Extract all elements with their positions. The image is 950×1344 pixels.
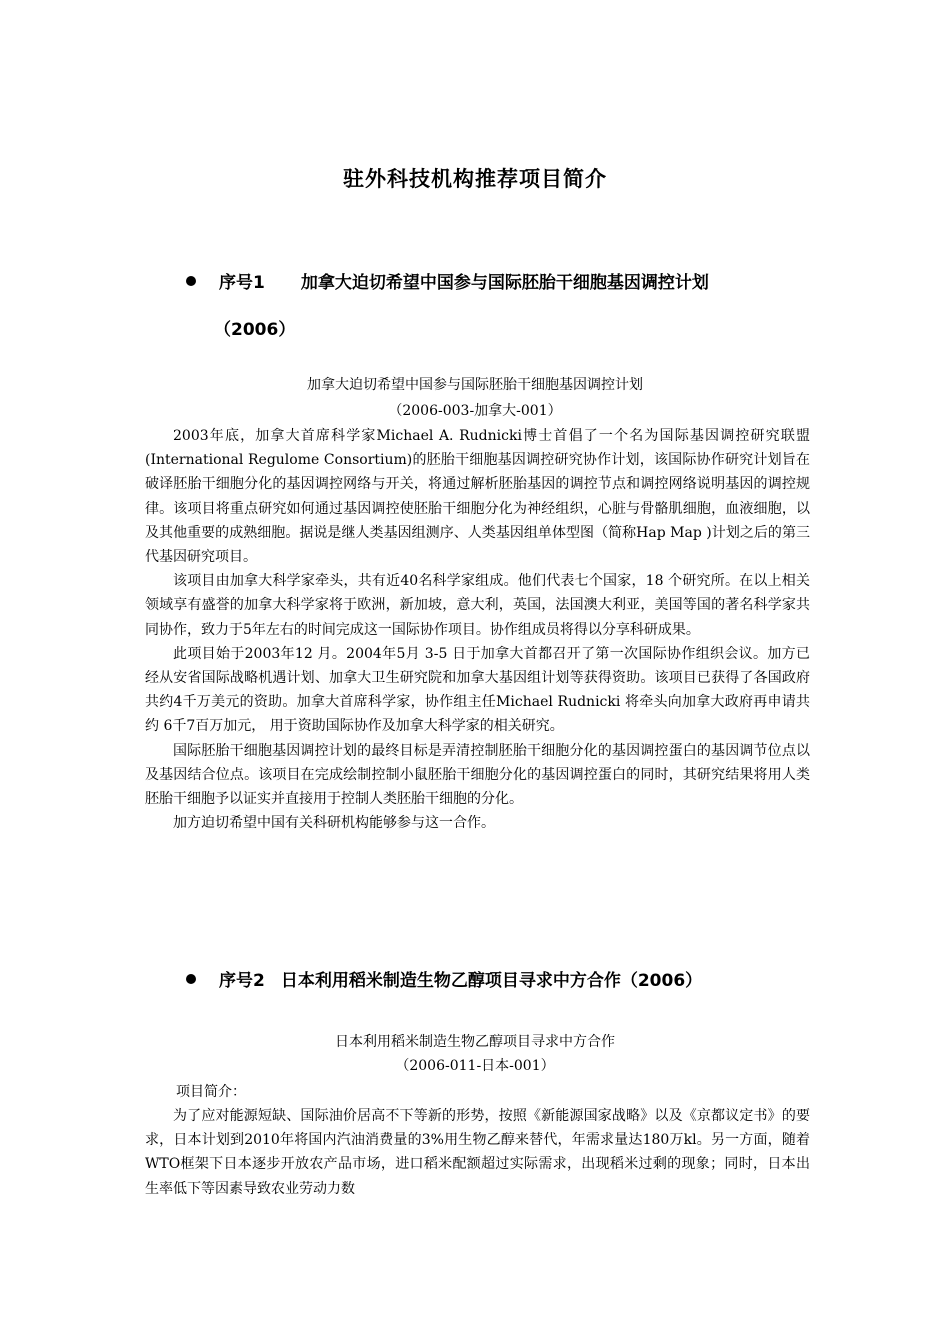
section-1-paragraph: 此项目始于2003年12 月。2004年5月 3-5 日于加拿大首都召开了第一次国际协作组织会议。加方已经从安省国际战略机遇计划、加拿大卫生研究院和加拿大基因组计划等获得资助。该项目已获得了各国政府共约4千万美元的资助。加拿大首席科学家，协作组主任Michael Rudnicki 将牵头向加拿大政府再申请共约 6千7百万加元， 用于资助国际协作及加拿大科学家的相关研究。 <box>145 645 810 735</box>
section-2-code: （2006-011-日本-001） <box>395 1058 555 1074</box>
section-1-paragraph: 加方迫切希望中国有关科研机构能够参与这一合作。 <box>173 815 495 832</box>
section-2-paragraph: 为了应对能源短缺、国际油价居高不下等新的形势，按照《新能源国家战略》以及《京都议定书》的要求，日本计划到2010年将国内汽油消费量的3%用生物乙醇来替代，年需求量达180万kl。另一方面，随着WTO框架下日本逐步开放农产品市场，进口稻米配额超过实际需求，出现稻米过剩的现象；同时，日本出生率低下等因素导致农业劳动力数 <box>145 1108 810 1197</box>
section-1-paragraph: 国际胚胎干细胞基因调控计划的最终目标是弄清控制胚胎干细胞分化的基因调控蛋白的基因调节位点以及基因结合位点。该项目在完成绘制控制小鼠胚胎干细胞分化的基因调控蛋白的同时，其研究结果将用人类胚胎干细胞予以证实并直接用于控制人类胚胎干细胞的分化。 <box>145 742 810 808</box>
section-1-body <box>145 424 810 835</box>
section-1-subtitle: 加拿大迫切希望中国参与国际胚胎干细胞基因调控计划 <box>307 377 643 393</box>
section-2-body <box>145 1104 810 1201</box>
section-2-number: 序号2 <box>219 971 265 991</box>
document-title: 驻外科技机构推荐项目简介 <box>343 167 607 191</box>
section-1-number: 序号1 <box>219 273 265 293</box>
bullet-icon <box>186 974 196 984</box>
section-1-title: 加拿大迫切希望中国参与国际胚胎干细胞基因调控计划 <box>300 273 709 293</box>
section-2-subtitle: 日本利用稻米制造生物乙醇项目寻求中方合作 <box>335 1034 615 1050</box>
bullet-icon <box>186 276 196 286</box>
section-1-year: （2006） <box>214 320 296 340</box>
section-1-code: （2006-003-加拿大-001） <box>388 403 562 419</box>
section-1-heading <box>186 268 709 293</box>
section-2-heading <box>186 966 702 991</box>
section-2-label: 项目简介： <box>176 1084 246 1100</box>
section-2-title: 日本利用稻米制造生物乙醇项目寻求中方合作（2006） <box>280 971 703 991</box>
section-1-paragraph: 该项目由加拿大科学家牵头，共有近40名科学家组成。他们代表七个国家，18 个研究所。在以上相关领域享有盛誉的加拿大科学家将于欧洲，新加坡，意大利，英国，法国澳大利亚，美国等国的著名科学家共同协作，致力于5年左右的时间完成这一国际协作项目。协作组成员将得以分享科研成果。 <box>145 573 810 638</box>
section-1-paragraph: 2003年底，加拿大首席科学家Michael A. Rudnicki博士首倡了一个名为国际基因调控研究联盟(International Regulome Consortium)的胚胎干细胞基因调控研究协作计划，该国际协作研究计划旨在破译胚胎干细胞分化的基因调控网络与开关，将通过解析胚胎基因的调控节点和调控网络说明基因的调控规律。该项目将重点研究如何通过基因调控使胚胎干细胞分化为神经组织，心脏与骨骼肌细胞，血液细胞，以及其他重要的成熟细胞。据说是继人类基因组测序、人类基因组单体型图（简称Hap Map )计划之后的第三代基因研究项目。 <box>145 428 810 566</box>
